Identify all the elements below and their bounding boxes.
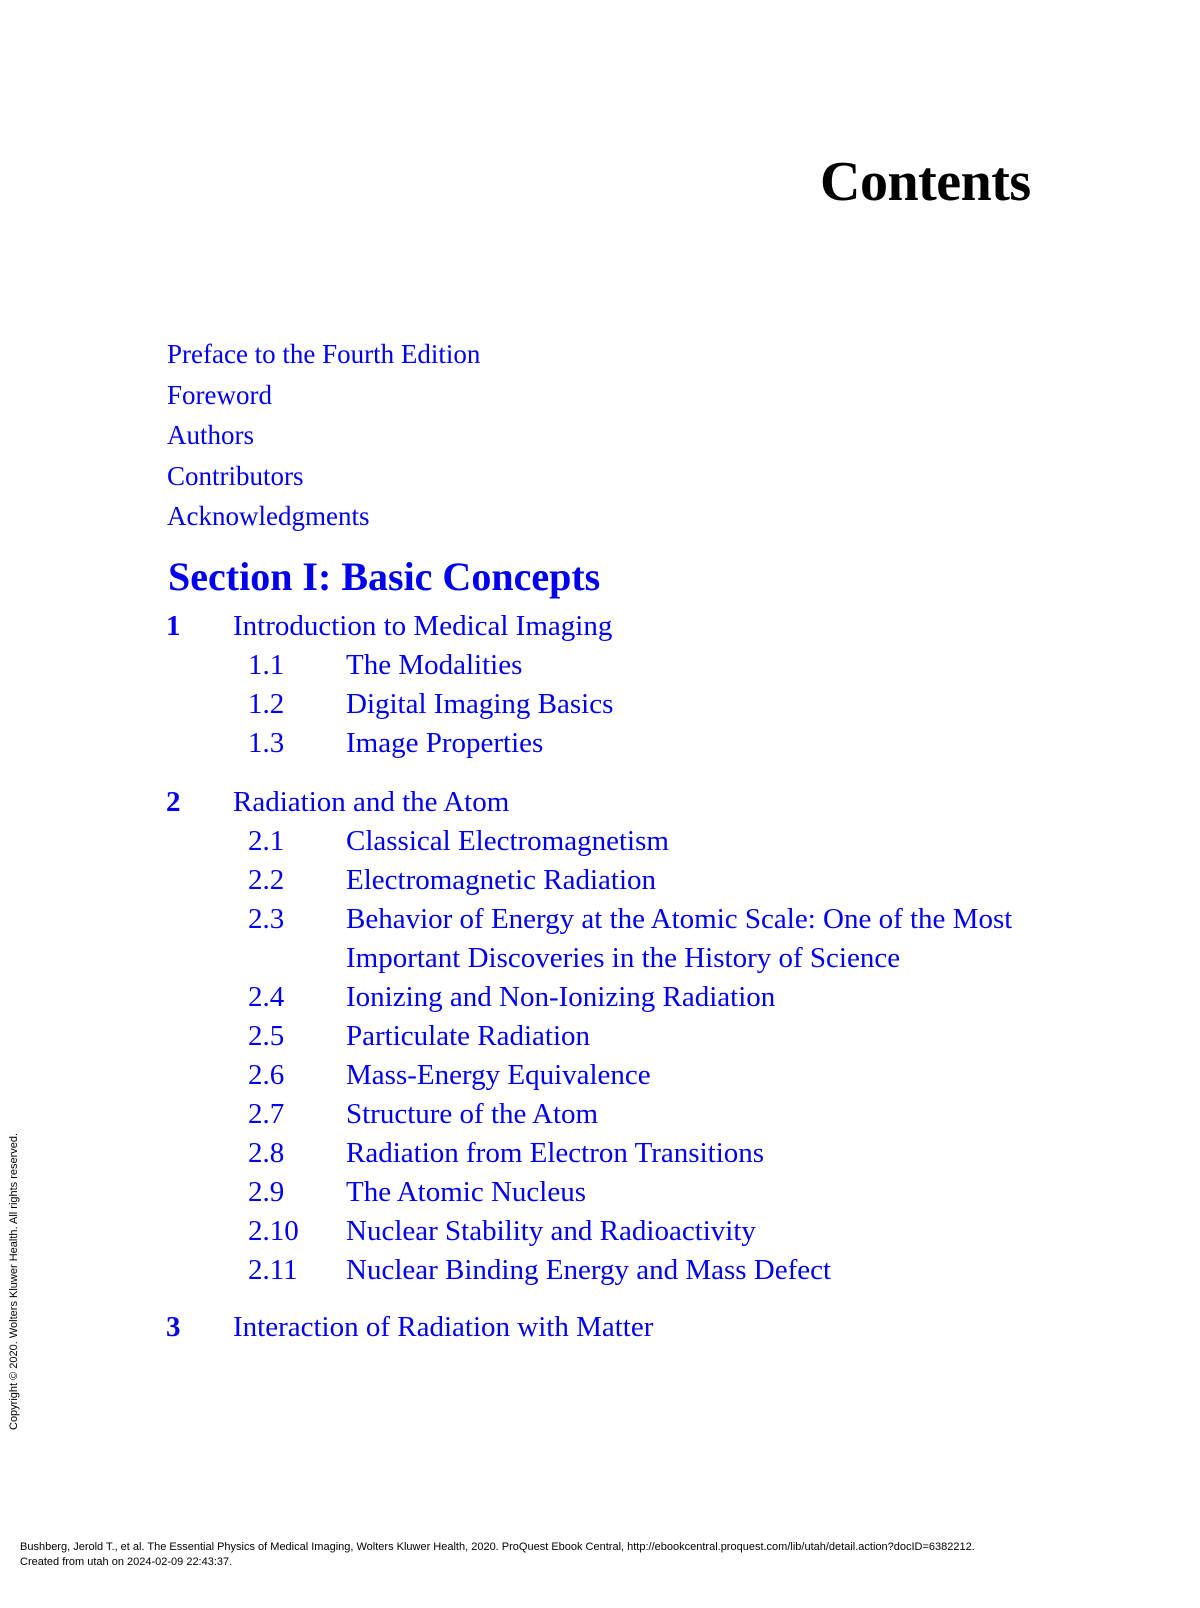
subsection-link-2-11[interactable]: [0, 1251, 1200, 1290]
chapter-number: 1: [166, 610, 181, 642]
copyright-notice: Copyright © 2020. Wolters Kluwer Health. All rights reserved.: [8, 1132, 20, 1430]
subsection-link-2-1[interactable]: [0, 822, 1200, 861]
subsection-number: 2.10: [248, 1215, 299, 1247]
chapter-1-block: [0, 606, 1200, 763]
subsection-link-2-4[interactable]: [0, 978, 1200, 1017]
subsection-title: Nuclear Stability and Radioactivity: [346, 1215, 756, 1247]
toc-link-preface[interactable]: Preface to the Fourth Edition: [167, 339, 481, 369]
subsection-title: Mass-Energy Equivalence: [346, 1059, 651, 1091]
subsection-title: Image Properties: [346, 727, 544, 759]
footer-created-date: Created from utah on 2024-02-09 22:43:37.: [20, 1556, 233, 1568]
toc-link-foreword[interactable]: Foreword: [167, 379, 272, 410]
subsection-title: The Modalities: [346, 649, 523, 681]
section-heading-link[interactable]: Section I: Basic Concepts: [168, 554, 601, 599]
subsection-link-2-5[interactable]: [0, 1017, 1200, 1056]
subsection-number: 2.1: [248, 825, 285, 857]
subsection-title: Electromagnetic Radiation: [346, 864, 657, 896]
subsection-title: Nuclear Binding Energy and Mass Defect: [346, 1254, 832, 1286]
footer-citation: Bushberg, Jerold T., et al. The Essential Physics of Medical Imaging, Wolters Kluwer Health, 2020. ProQuest Ebook Central, http://ebookcentral.proquest.com/lib/utah/detail.action?docID=6382212.: [20, 1541, 975, 1553]
chapter-3-block: [0, 1307, 1200, 1347]
subsection-link-1-3[interactable]: [0, 724, 1200, 763]
subsection-link-2-3[interactable]: [0, 900, 1200, 978]
subsection-title: Classical Electromagnetism: [346, 825, 669, 857]
subsection-link-2-6[interactable]: [0, 1056, 1200, 1095]
page-footer: [20, 1540, 975, 1570]
chapter-title: Interaction of Radiation with Matter: [233, 1311, 654, 1343]
subsection-link-2-10[interactable]: [0, 1212, 1200, 1251]
subsection-title: Particulate Radiation: [346, 1020, 591, 1052]
toc-link-authors[interactable]: Authors: [167, 420, 254, 450]
subsection-link-2-8[interactable]: [0, 1134, 1200, 1173]
subsection-number: 2.4: [248, 981, 285, 1013]
subsection-link-2-9[interactable]: [0, 1173, 1200, 1212]
chapter-1-link[interactable]: [0, 606, 1200, 646]
chapter-title: Introduction to Medical Imaging: [233, 610, 613, 642]
subsection-link-1-1[interactable]: [0, 646, 1200, 685]
subsection-title: The Atomic Nucleus: [346, 1176, 587, 1208]
subsection-number: 2.7: [248, 1098, 285, 1130]
toc-link-acknowledgments[interactable]: Acknowledgments: [167, 501, 370, 531]
subsection-number: 2.8: [248, 1137, 285, 1169]
subsection-title: Radiation from Electron Transitions: [346, 1137, 765, 1169]
subsection-number: 2.6: [248, 1059, 285, 1091]
subsection-number: 1.2: [248, 688, 285, 720]
subsection-number: 1.3: [248, 727, 285, 759]
subsection-title: Structure of the Atom: [346, 1098, 599, 1130]
subsection-title: Digital Imaging Basics: [346, 688, 614, 720]
subsection-number: 2.9: [248, 1176, 285, 1208]
chapter-title: Radiation and the Atom: [233, 786, 510, 818]
chapter-number: 2: [166, 786, 181, 818]
subsection-link-2-2[interactable]: [0, 861, 1200, 900]
subsection-title: Ionizing and Non-Ionizing Radiation: [346, 981, 776, 1013]
page-title: Contents: [820, 151, 1031, 213]
front-matter-list: [167, 334, 480, 537]
subsection-link-2-7[interactable]: [0, 1095, 1200, 1134]
subsection-number: 2.11: [248, 1254, 298, 1286]
subsection-title: Behavior of Energy at the Atomic Scale: One of the Most Important Discoveries in the History of Science: [346, 903, 1013, 974]
subsection-number: 2.5: [248, 1020, 285, 1052]
toc-link-contributors[interactable]: Contributors: [167, 460, 304, 491]
chapter-2-block: [0, 782, 1200, 1290]
subsection-number: 1.1: [248, 649, 285, 681]
subsection-link-1-2[interactable]: [0, 685, 1200, 724]
chapter-3-link[interactable]: [0, 1307, 1200, 1347]
chapter-number: 3: [166, 1311, 181, 1343]
subsection-number: 2.2: [248, 864, 285, 896]
subsection-number: 2.3: [248, 903, 285, 935]
chapter-2-link[interactable]: [0, 782, 1200, 822]
